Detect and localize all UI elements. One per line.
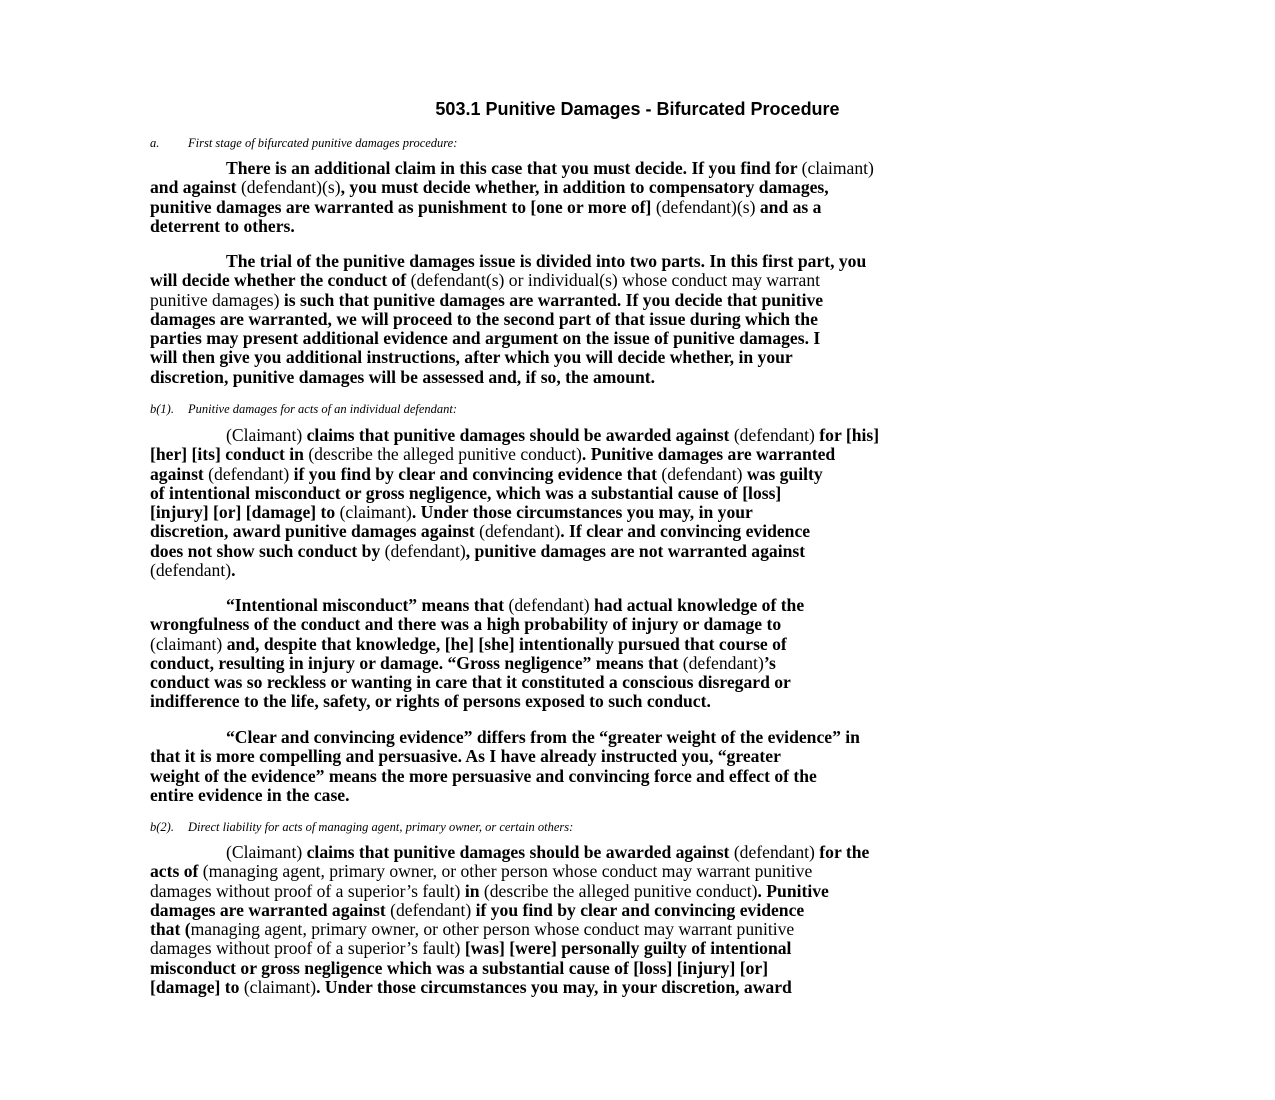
bold-run: conduct, resulting in injury or damage. “Gross negligence” means that	[150, 652, 683, 673]
text-line	[150, 503, 1130, 522]
placeholder-run: (defendant)	[150, 560, 232, 581]
bold-run: [damage] to	[150, 977, 244, 998]
text-line	[150, 901, 1130, 920]
text-line	[150, 426, 1130, 445]
bold-run: in	[460, 880, 484, 901]
bold-run: entire evidence in the case.	[150, 784, 350, 805]
text-line	[150, 635, 1130, 654]
bold-run: .	[231, 560, 236, 581]
section-label-text: First stage of bifurcated punitive damages procedure:	[188, 136, 458, 150]
text-line	[150, 978, 1130, 997]
text-line	[150, 271, 1130, 290]
bold-run: wrongfulness of the conduct and there was a high probability of injury or damage to	[150, 614, 782, 635]
bold-run: that (	[150, 919, 191, 940]
section-label-number: a.	[150, 136, 160, 150]
placeholder-run: (Claimant)	[226, 425, 303, 445]
bold-run: The trial of the punitive damages issue is divided into two parts. In this first part, you	[226, 251, 867, 271]
bold-run: There is an additional claim in this case that you must decide. If you find for	[226, 158, 802, 178]
placeholder-run: (defendant)	[661, 463, 743, 484]
bold-run: claims that punitive damages should be awarded against	[302, 425, 734, 445]
text-line	[150, 522, 1130, 541]
text-line	[150, 786, 1130, 805]
paragraph	[150, 843, 1130, 997]
placeholder-run: (defendant)	[733, 425, 815, 445]
text-line	[150, 920, 1130, 939]
placeholder-run: managing agent, primary owner, or other person whose conduct may warrant punitive	[190, 919, 795, 940]
placeholder-run: (claimant)	[339, 502, 412, 523]
bold-run: . Punitive	[757, 880, 829, 901]
text-line	[150, 862, 1130, 881]
bold-run: misconduct or gross negligence which was a substantial cause of [loss] [injury] [or]	[150, 957, 769, 978]
bold-run: is such that punitive damages are warranted. If you decide that punitive	[279, 289, 824, 310]
bold-run: punitive damages are warranted as punishment to [one or more of]	[150, 196, 656, 217]
bold-run: ’s	[763, 652, 776, 673]
paragraph	[150, 252, 1130, 387]
placeholder-run: (defendant)	[733, 842, 815, 862]
text-line	[150, 843, 1130, 862]
placeholder-run: (defendant(s) or individual(s) whose conduct may warrant	[410, 270, 821, 291]
text-line	[150, 291, 1130, 310]
text-line	[150, 252, 1130, 271]
bold-run: . Under those circumstances you may, in your	[411, 502, 753, 523]
text-line	[150, 484, 1130, 503]
paragraph	[150, 728, 1130, 805]
bold-run: weight of the evidence” means the more persuasive and convincing force and effect of the	[150, 765, 817, 786]
text-line	[150, 882, 1130, 901]
bold-run: , punitive damages are not warranted against	[465, 540, 806, 561]
text-line	[150, 329, 1130, 348]
bold-run: parties may present additional evidence and argument on the issue of punitive damages. I	[150, 328, 821, 349]
text-line	[150, 615, 1130, 634]
bold-run: and as a	[755, 196, 822, 217]
bold-run: deterrent to others.	[150, 215, 295, 236]
text-line	[150, 561, 1130, 580]
text-line	[150, 217, 1130, 236]
section-label-text: Punitive damages for acts of an individual defendant:	[188, 402, 458, 416]
bold-run: “Clear and convincing evidence” differs from the “greater weight of the evidence” in	[226, 727, 860, 747]
bold-run: acts of	[150, 861, 203, 882]
text-line	[150, 542, 1130, 561]
bold-run: for [his]	[814, 425, 880, 445]
text-line	[150, 747, 1130, 766]
bold-run: [was] [were] personally guilty of intentional	[460, 938, 792, 959]
placeholder-run: (defendant)(s)	[240, 177, 341, 198]
placeholder-run: (Claimant)	[226, 842, 303, 862]
bold-run: “Intentional misconduct” means that	[226, 595, 509, 615]
bold-run: discretion, punitive damages will be assessed and, if so, the amount.	[150, 366, 656, 387]
text-line	[150, 767, 1130, 786]
text-line	[150, 728, 1130, 747]
text-line	[150, 348, 1130, 367]
placeholder-run: (managing agent, primary owner, or other person whose conduct may warrant punitive	[202, 861, 813, 882]
text-line	[150, 596, 1130, 615]
text-line	[150, 310, 1130, 329]
bold-run: indifference to the life, safety, or rights of persons exposed to such conduct.	[150, 691, 711, 712]
bold-run: and against	[150, 177, 241, 198]
section-label-number: b(2).	[150, 820, 174, 834]
placeholder-run: (defendant)	[384, 540, 466, 561]
placeholder-run: damages without proof of a superior’s fault)	[150, 880, 461, 901]
text-line	[150, 178, 1130, 197]
text-line	[150, 939, 1130, 958]
bold-run: of intentional misconduct or gross negligence, which was a substantial cause of [loss]	[150, 482, 782, 503]
bold-run: was guilty	[742, 463, 823, 484]
section-label-b1	[150, 402, 1130, 417]
paragraph	[150, 596, 1130, 712]
bold-run: does not show such conduct by	[150, 540, 385, 561]
bold-run: and, despite that knowledge, [he] [she] intentionally pursued that course of	[222, 633, 787, 654]
placeholder-run: (claimant)	[243, 977, 317, 998]
bold-run: claims that punitive damages should be awarded against	[302, 842, 734, 862]
text-line	[150, 959, 1130, 978]
bold-run: . Under those circumstances you may, in your discretion, award	[316, 977, 792, 998]
placeholder-run: damages without proof of a superior’s fault)	[150, 938, 461, 959]
bold-run: will decide whether the conduct of	[150, 270, 411, 291]
page-title: 503.1 Punitive Damages - Bifurcated Procedure	[435, 99, 840, 119]
placeholder-run: (defendant)	[682, 652, 764, 673]
bold-run: against	[150, 463, 209, 484]
text-line	[150, 159, 1130, 178]
bold-run: for the	[814, 842, 870, 862]
section-label-a	[150, 136, 1130, 151]
bold-run: conduct was so reckless or wanting in care that it constituted a conscious disregard or	[150, 672, 791, 693]
placeholder-run: punitive damages)	[150, 289, 280, 310]
text-line	[150, 198, 1130, 217]
paragraph	[150, 426, 1130, 580]
bold-run: . Punitive damages are warranted	[581, 444, 836, 465]
placeholder-run: (defendant)	[208, 463, 290, 484]
placeholder-run: (describe the alleged punitive conduct)	[483, 880, 758, 901]
bold-run: [her] [its] conduct in	[150, 444, 309, 465]
text-line	[150, 692, 1130, 711]
bold-run: will then give you additional instructions, after which you will decide whether, in your	[150, 347, 793, 368]
placeholder-run: (claimant)	[150, 633, 223, 654]
bold-run: , you must decide whether, in addition to compensatory damages,	[340, 177, 829, 198]
bold-run: that it is more compelling and persuasive. As I have already instructed you, “greater	[150, 746, 781, 767]
placeholder-run: (describe the alleged punitive conduct)	[308, 444, 582, 465]
bold-run: damages are warranted, we will proceed to the second part of that issue during which the	[150, 308, 818, 329]
text-line	[150, 654, 1130, 673]
bold-run: discretion, award punitive damages against	[150, 521, 480, 542]
bold-run: . If clear and convincing evidence	[560, 521, 811, 542]
bold-run: had actual knowledge of the	[589, 595, 805, 615]
placeholder-run: (defendant)(s)	[655, 196, 756, 217]
bold-run: if you find by clear and convincing evidence	[471, 899, 805, 920]
section-label-b2	[150, 820, 1130, 835]
text-line	[150, 445, 1130, 464]
paragraph	[150, 159, 1130, 236]
text-line	[150, 673, 1130, 692]
bold-run: if you find by clear and convincing evidence that	[289, 463, 662, 484]
placeholder-run: (defendant)	[390, 899, 472, 920]
text-line	[150, 368, 1130, 387]
placeholder-run: (defendant)	[479, 521, 561, 542]
placeholder-run: (claimant)	[801, 158, 874, 178]
section-label-text: Direct liability for acts of managing agent, primary owner, or certain others:	[188, 820, 574, 834]
bold-run: damages are warranted against	[150, 899, 391, 920]
placeholder-run: (defendant)	[508, 595, 590, 615]
section-label-number: b(1).	[150, 402, 174, 416]
bold-run: [injury] [or] [damage] to	[150, 502, 340, 523]
text-line	[150, 465, 1130, 484]
